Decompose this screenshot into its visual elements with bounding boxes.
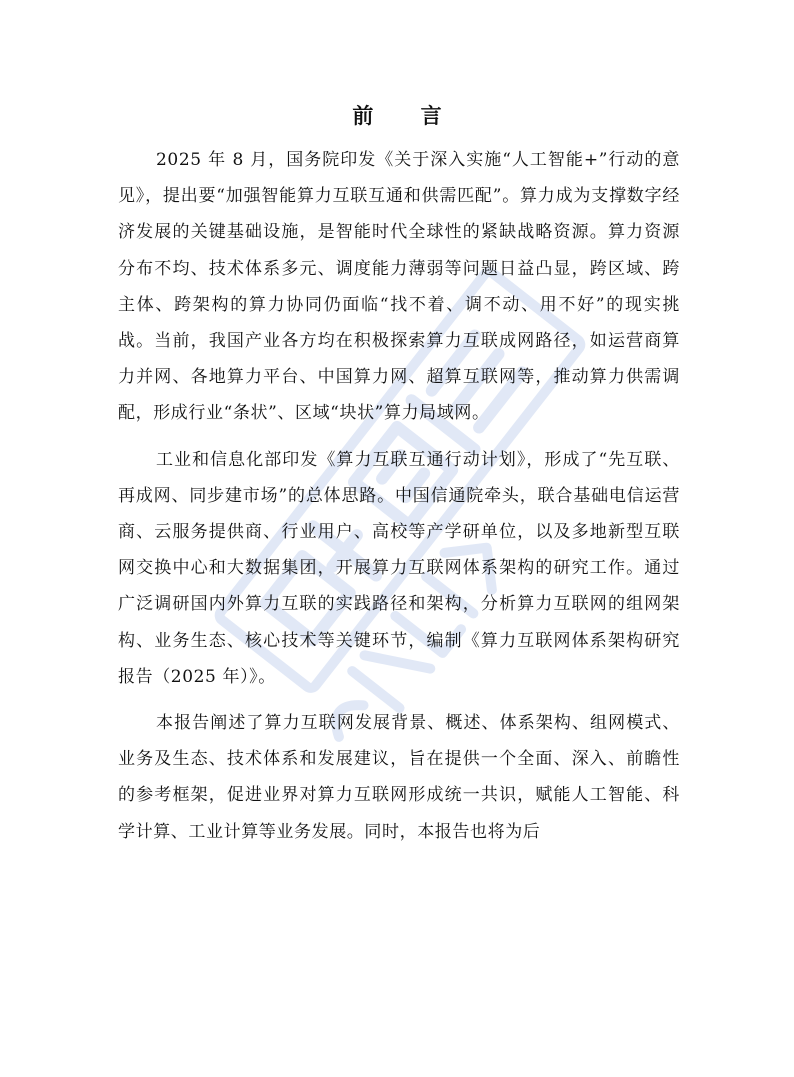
body-text <box>118 142 680 850</box>
page-title: 前 言 <box>352 104 462 128</box>
paragraph: 本报告阐述了算力互联网发展背景、概述、体系架构、组网模式、业务及生态、技术体系和发展建议，旨在提供一个全面、深入、前瞻性的参考框架，促进业界对算力互联网形成统一共识，赋能人工智能、科学计算、工业计算等业务发展。同时，本报告也将为后 <box>118 713 680 842</box>
paragraph: 工业和信息化部印发《算力互联互通行动计划》，形成了“先互联、再成网、同步建市场”的总体思路。中国信通院牵头，联合基础电信运营商、云服务提供商、行业用户、高校等产学研单位，以及多地新型互联网交换中心和大数据集团，开展算力互联网体系架构的研究工作。通过广泛调研国内外算力互联的实践路径和架构，分析算力互联网的组网架构、业务生态、核心技术等关键环节，编制《算力互联网体系架构研究报告（2025 年）》。 <box>118 449 680 687</box>
paragraph: 2025 年 8 月，国务院印发《关于深入实施“人工智能+”行动的意见》，提出要“加强智能算力互联互通和供需匹配”。算力成为支撑数字经济发展的关键基础设施，是智能时代全球性的紧缺战略资源。算力资源分布不均、技术体系多元、调度能力薄弱等问题日益凸显，跨区域、跨主体、跨架构的算力协同仍面临“找不着、调不动、用不好”的现实挑战。当前，我国产业各方均在积极探索算力互联成网路径，如运营商算力并网、各地算力平台、中国算力网、超算互联网等，推动算力供需调配，形成行业“条状”、区域“块状”算力局域网。 <box>118 150 680 424</box>
